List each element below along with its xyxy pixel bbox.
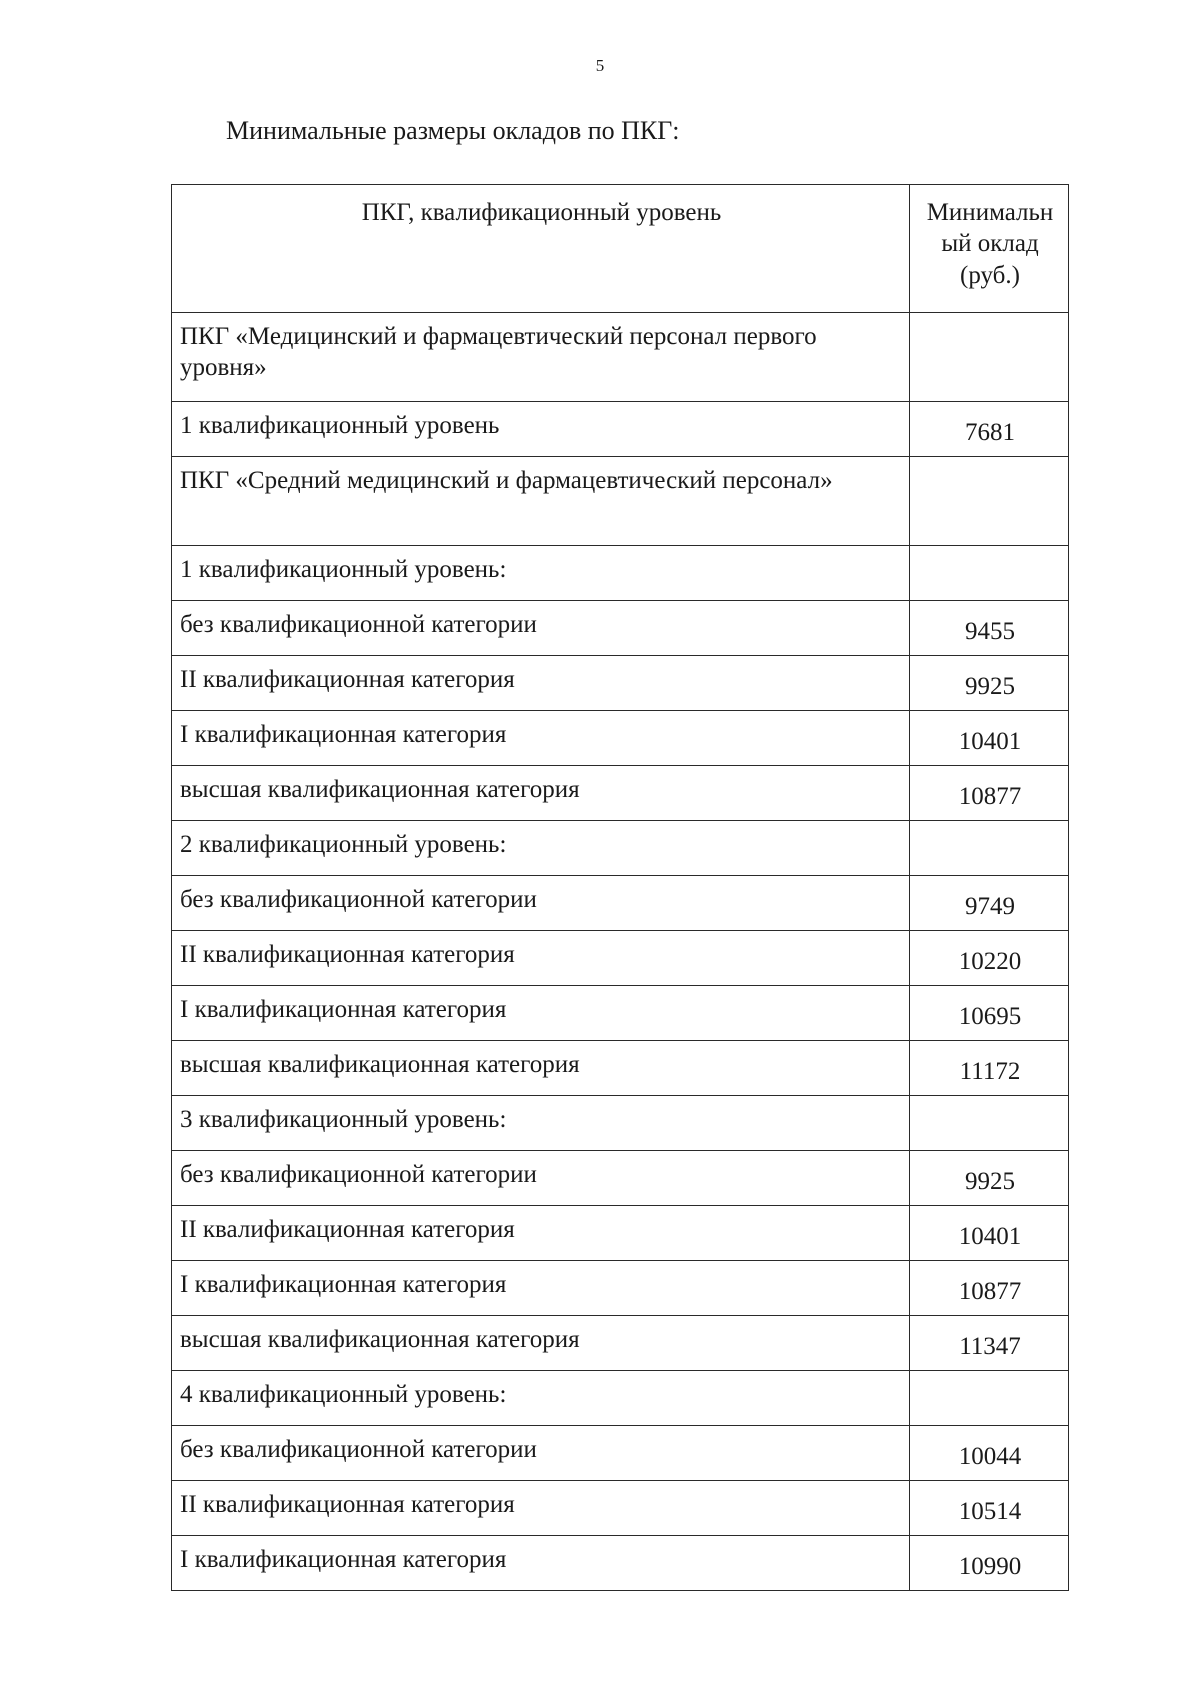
row-label-cell: высшая квалификационная категория	[172, 1316, 910, 1371]
table-row	[172, 1261, 1069, 1316]
row-label-cell: высшая квалификационная категория	[172, 766, 910, 821]
row-label-cell: I квалификационная категория	[172, 1536, 910, 1591]
row-label-cell: 1 квалификационный уровень:	[172, 546, 910, 601]
row-label-cell: ПКГ «Средний медицинский и фармацевтический персонал»	[172, 457, 910, 546]
salary-value-cell	[910, 546, 1069, 601]
table-row	[172, 931, 1069, 986]
salary-value-cell: 10695	[910, 986, 1069, 1041]
table-row	[172, 1096, 1069, 1151]
salary-value-cell	[910, 1371, 1069, 1426]
table-row	[172, 1536, 1069, 1591]
salary-value-cell: 10220	[910, 931, 1069, 986]
row-label-cell: без квалификационной категории	[172, 1151, 910, 1206]
table-row	[172, 313, 1069, 402]
table-row	[172, 656, 1069, 711]
table-row	[172, 402, 1069, 457]
table-row	[172, 1151, 1069, 1206]
row-label-cell: без квалификационной категории	[172, 601, 910, 656]
row-label-cell: I квалификационная категория	[172, 1261, 910, 1316]
table-row	[172, 1426, 1069, 1481]
row-label-cell: без квалификационной категории	[172, 1426, 910, 1481]
row-label-cell: 2 квалификационный уровень:	[172, 821, 910, 876]
row-label-cell: II квалификационная категория	[172, 931, 910, 986]
row-label-cell: I квалификационная категория	[172, 986, 910, 1041]
salary-value-cell: 10877	[910, 766, 1069, 821]
table-row	[172, 1206, 1069, 1261]
table-row	[172, 1481, 1069, 1536]
row-label-cell: без квалификационной категории	[172, 876, 910, 931]
salary-value-cell: 10044	[910, 1426, 1069, 1481]
salary-value-cell: 7681	[910, 402, 1069, 457]
salary-value-cell: 10514	[910, 1481, 1069, 1536]
salary-value-cell: 9455	[910, 601, 1069, 656]
salary-value-cell: 10877	[910, 1261, 1069, 1316]
table-row	[172, 1041, 1069, 1096]
table-row	[172, 766, 1069, 821]
document-heading: Минимальные размеры окладов по ПКГ:	[226, 116, 680, 145]
table-row	[172, 986, 1069, 1041]
row-label-cell: 3 квалификационный уровень:	[172, 1096, 910, 1151]
column-header-name: ПКГ, квалификационный уровень	[172, 185, 910, 313]
salary-table	[171, 184, 1069, 1591]
table-row	[172, 821, 1069, 876]
salary-value-cell: 9925	[910, 1151, 1069, 1206]
row-label-cell: ПКГ «Медицинский и фармацевтический персонал первого уровня»	[172, 313, 910, 402]
row-label-cell: II квалификационная категория	[172, 656, 910, 711]
table-row	[172, 876, 1069, 931]
table-row	[172, 711, 1069, 766]
row-label-cell: I квалификационная категория	[172, 711, 910, 766]
table-row	[172, 546, 1069, 601]
salary-value-cell: 10401	[910, 711, 1069, 766]
salary-value-cell: 9925	[910, 656, 1069, 711]
table-body	[172, 313, 1069, 1591]
table-row	[172, 1371, 1069, 1426]
salary-value-cell	[910, 821, 1069, 876]
row-label-cell: II квалификационная категория	[172, 1206, 910, 1261]
table-row	[172, 1316, 1069, 1371]
page-number: 5	[595, 56, 605, 75]
salary-value-cell	[910, 1096, 1069, 1151]
row-label-cell: II квалификационная категория	[172, 1481, 910, 1536]
salary-value-cell	[910, 313, 1069, 402]
row-label-cell: 1 квалификационный уровень	[172, 402, 910, 457]
table-row	[172, 457, 1069, 546]
column-header-value: Минимальн ый оклад (руб.)	[910, 185, 1069, 313]
salary-value-cell	[910, 457, 1069, 546]
salary-value-cell: 11172	[910, 1041, 1069, 1096]
table-header-row	[172, 185, 1069, 313]
salary-value-cell: 11347	[910, 1316, 1069, 1371]
row-label-cell: высшая квалификационная категория	[172, 1041, 910, 1096]
salary-value-cell: 9749	[910, 876, 1069, 931]
salary-value-cell: 10401	[910, 1206, 1069, 1261]
row-label-cell: 4 квалификационный уровень:	[172, 1371, 910, 1426]
table-row	[172, 601, 1069, 656]
salary-value-cell: 10990	[910, 1536, 1069, 1591]
